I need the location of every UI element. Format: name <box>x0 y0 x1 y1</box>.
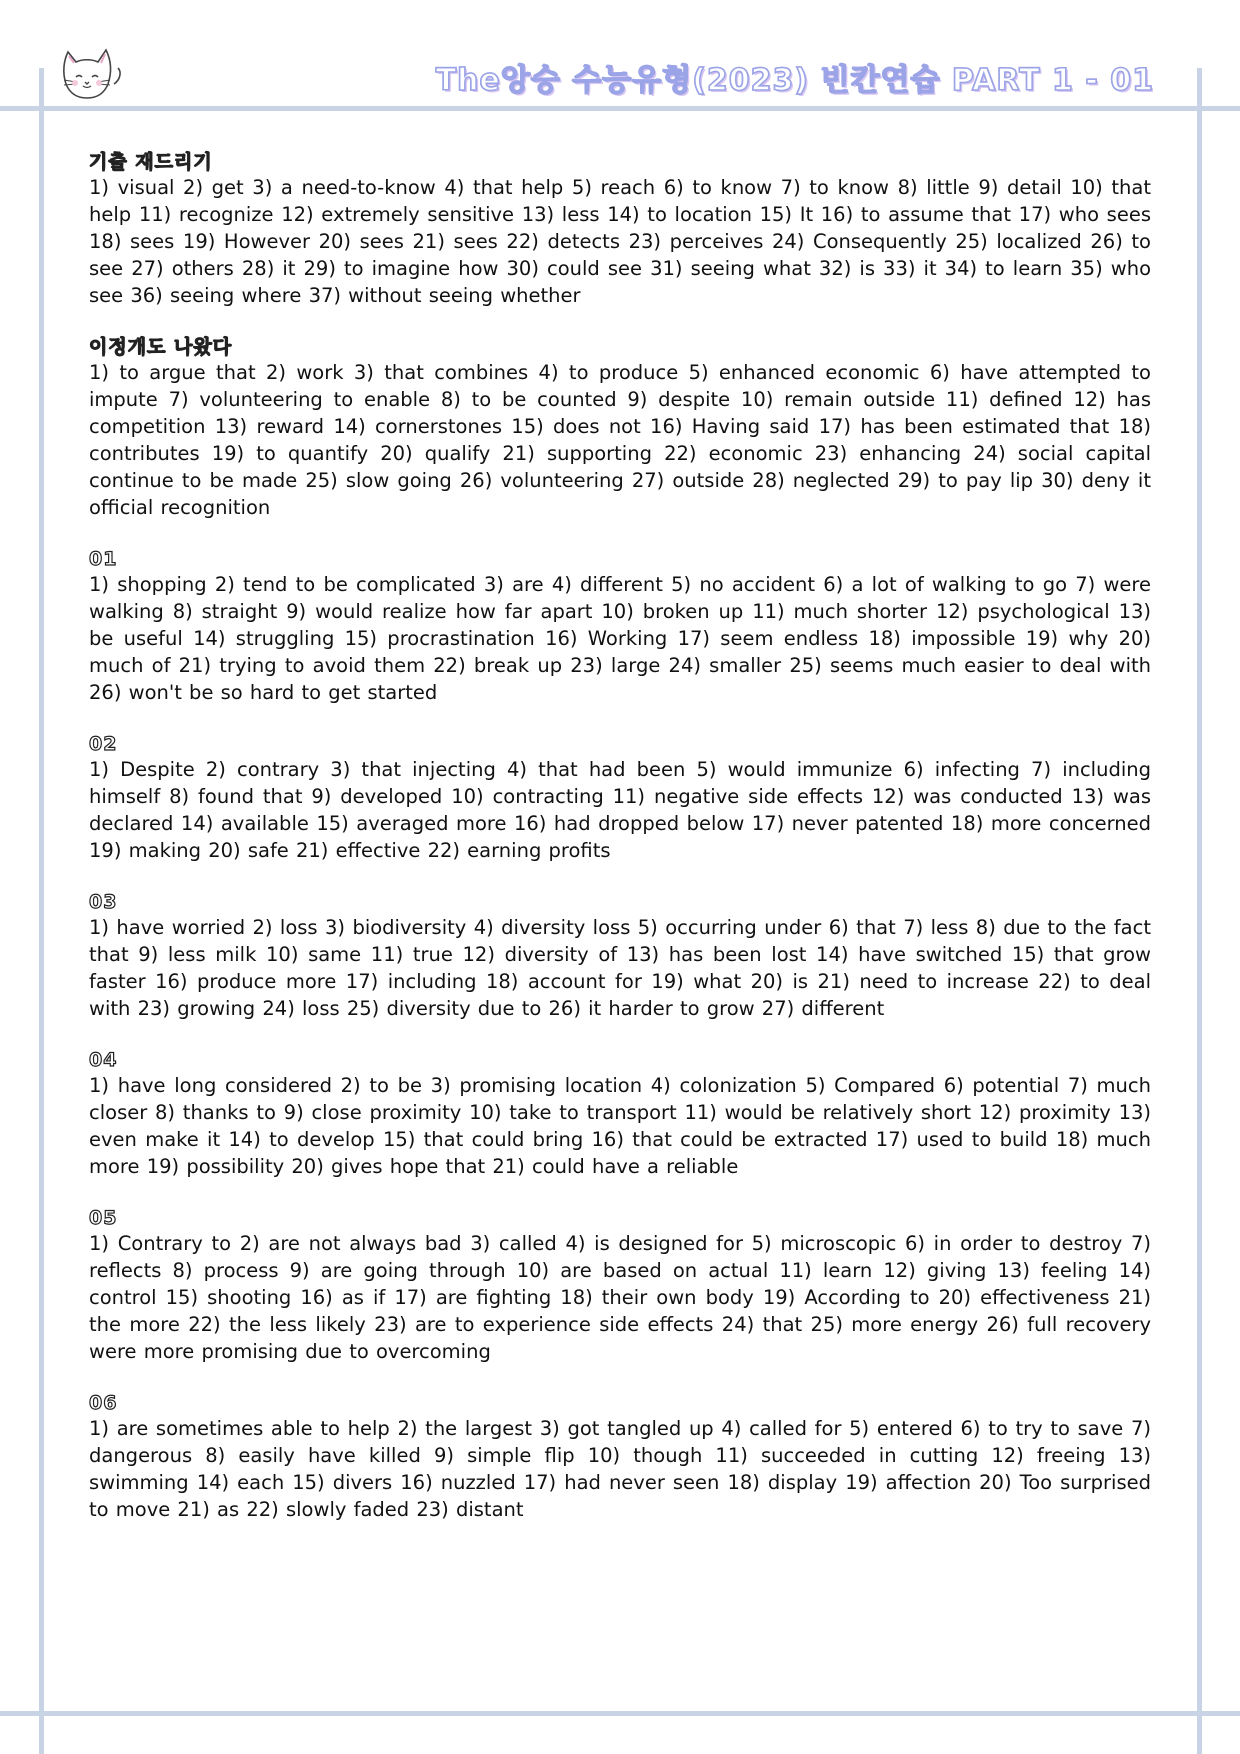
answer-key-content <box>89 150 1151 1549</box>
section-title: 02 <box>89 733 118 755</box>
answer-section <box>89 150 1151 309</box>
section-answers: 1) shopping 2) tend to be complicated 3) are 4) different 5) no accident 6) a lot of walking to go 7) were walking 8) straight 9) would realize how far apart 10) broken up 11) much shorter 12) psychological 13) be useful 14) struggling 15) procrastination 16) Working 17) seem endless 18) impossible 19) why 20) much of 21) trying to avoid them 22) break up 23) large 24) smaller 25) seems much easier to deal with 26) won't be so hard to get started <box>89 573 1151 704</box>
header-divider <box>0 106 1240 111</box>
answer-section <box>89 1391 1151 1523</box>
frame-left-line <box>39 68 44 1754</box>
answer-section <box>89 1048 1151 1180</box>
section-answers: 1) Contrary to 2) are not always bad 3) called 4) is designed for 5) microscopic 6) in order to destroy 7) reflects 8) process 9) are going through 10) are based on actual 11) learn 12) giving 13) feeling 14) control 15) shooting 16) as if 17) are fighting 18) their own body 19) According to 20) effectiveness 21) the more 22) the less likely 23) are to experience side effects 24) that 25) more energy 26) full recovery were more promising due to overcoming <box>89 1232 1151 1363</box>
section-title: 이정개도 나왔다 <box>89 336 233 358</box>
section-answers: 1) to argue that 2) work 3) that combines 4) to produce 5) enhanced economic 6) have attempted to impute 7) volunteering to enable 8) to be counted 9) despite 10) remain outside 11) defined 12) has competition 13) reward 14) cornerstones 15) does not 16) Having said 17) has been estimated that 18) contributes 19) to quantify 20) qualify 21) supporting 22) economic 23) enhancing 24) social capital continue to be made 25) slow going 26) volunteering 27) outside 28) neglected 29) to pay lip 30) deny it official recognition <box>89 361 1151 519</box>
section-title: 04 <box>89 1049 118 1071</box>
answer-section <box>89 335 1151 521</box>
section-title: 06 <box>89 1392 118 1414</box>
section-answers: 1) Despite 2) contrary 3) that injecting 4) that had been 5) would immunize 6) infecting 7) including himself 8) found that 9) developed 10) contracting 11) negative side effects 12) was conducted 13) was declared 14) available 15) averaged more 16) had dropped below 17) never patented 18) more concerned 19) making 20) safe 21) effective 22) earning profits <box>89 758 1151 862</box>
answer-section <box>89 547 1151 706</box>
page-title: The앙승 수능유형(2023) 빈칸연습 PART 1 - 01 <box>436 55 1154 99</box>
section-title: 01 <box>89 548 118 570</box>
section-answers: 1) have worried 2) loss 3) biodiversity 4) diversity loss 5) occurring under 6) that 7) less 8) due to the fact that 9) less milk 10) same 11) true 12) diversity of 13) has been lost 14) have switched 15) that grow faster 16) produce more 17) including 18) account for 19) what 20) is 21) need to increase 22) to deal with 23) growing 24) loss 25) diversity due to 26) it harder to grow 27) different <box>89 916 1151 1020</box>
section-answers: 1) have long considered 2) to be 3) promising location 4) colonization 5) Compared 6) potential 7) much closer 8) thanks to 9) close proximity 10) take to transport 11) would be relatively short 12) proximity 13) even make it 14) to develop 15) that could bring 16) that could be extracted 17) used to build 18) much more 19) possibility 20) gives hope that 21) could have a reliable <box>89 1074 1151 1178</box>
answer-section <box>89 732 1151 864</box>
section-answers: 1) are sometimes able to help 2) the largest 3) got tangled up 4) called for 5) entered 6) to try to save 7) dangerous 8) easily have killed 9) simple flip 10) though 11) succeeded in cutting 12) freeing 13) swimming 14) each 15) divers 16) nuzzled 17) had never seen 18) display 19) affection 20) Too surprised to move 21) as 22) slowly faded 23) distant <box>89 1417 1151 1521</box>
cat-icon <box>56 44 126 100</box>
footer-divider <box>0 1711 1240 1716</box>
answer-section <box>89 1206 1151 1365</box>
section-answers: 1) visual 2) get 3) a need-to-know 4) that help 5) reach 6) to know 7) to know 8) little 9) detail 10) that help 11) recognize 12) extremely sensitive 13) less 14) to location 15) It 16) to assume that 17) who sees 18) sees 19) However 20) sees 21) sees 22) detects 23) perceives 24) Consequently 25) localized 26) to see 27) others 28) it 29) to imagine how 30) could see 31) seeing what 32) is 33) it 34) to learn 35) who see 36) seeing where 37) without seeing whether <box>89 176 1151 307</box>
section-title: 05 <box>89 1207 118 1229</box>
section-title: 03 <box>89 891 118 913</box>
section-title: 기출 재드리기 <box>89 151 213 173</box>
frame-right-line <box>1197 68 1202 1754</box>
answer-section <box>89 890 1151 1022</box>
